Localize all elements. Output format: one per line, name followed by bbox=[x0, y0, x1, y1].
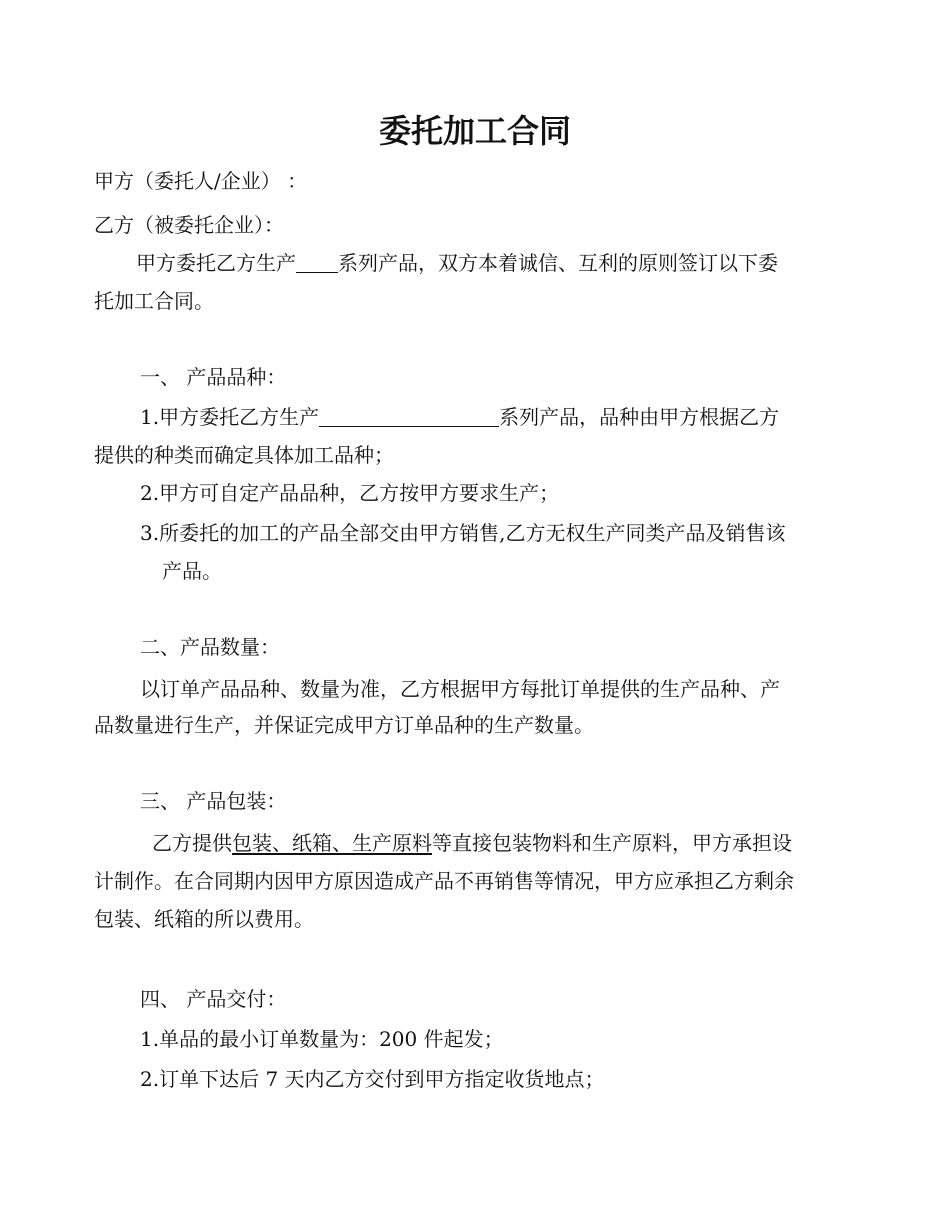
section1-item2: 2.甲方可自定产品品种，乙方按甲方要求生产； bbox=[140, 481, 560, 505]
section3-text-post: 等直接包装物料和生产原料，甲方承担设 bbox=[432, 831, 792, 855]
party-b-line: 乙方（被委托企业）： bbox=[94, 213, 284, 237]
section1-item1-line2: 提供的种类而确定具体加工品种； bbox=[94, 443, 394, 467]
document-title: 委托加工合同 bbox=[378, 112, 571, 150]
section1-item3-line2: 产品。 bbox=[162, 559, 222, 583]
intro-text-after-blank: 系列产品，双方本着诚信、互利的原则签订以下委 bbox=[338, 251, 778, 275]
section3-line3: 包装、纸箱的所以费用。 bbox=[94, 907, 314, 931]
section1-item1-line1 bbox=[140, 403, 779, 431]
packaging-materials-underlined: 包装、纸箱、生产原料 bbox=[232, 831, 432, 855]
intro-text-before-blank: 甲方委托乙方生产 bbox=[136, 251, 296, 275]
section3-text-pre: 乙方提供 bbox=[152, 831, 232, 855]
section3-heading: 三、 产品包装： bbox=[140, 789, 287, 813]
item1-text-before-blank: 1.甲方委托乙方生产 bbox=[140, 405, 320, 429]
product-name-blank bbox=[319, 404, 499, 427]
section4-item2: 2.订单下达后 7 天内乙方交付到甲方指定收货地点； bbox=[140, 1067, 605, 1091]
product-series-blank bbox=[296, 250, 338, 273]
section4-item1: 1.单品的最小订单数量为：200 件起发； bbox=[140, 1027, 504, 1051]
section2-line2: 品数量进行生产，并保证完成甲方订单品种的生产数量。 bbox=[94, 713, 594, 737]
section4-heading: 四、 产品交付： bbox=[140, 987, 287, 1011]
intro-paragraph-line1 bbox=[136, 249, 778, 277]
section3-line1 bbox=[152, 829, 792, 857]
intro-paragraph-line2: 托加工合同。 bbox=[94, 289, 214, 313]
section1-heading: 一、 产品品种： bbox=[140, 365, 287, 389]
party-a-line: 甲方（委托人/企业） ： bbox=[94, 169, 308, 193]
item1-text-after-blank: 系列产品，品种由甲方根据乙方 bbox=[499, 405, 780, 429]
section3-line2: 计制作。在合同期内因甲方原因造成产品不再销售等情况，甲方应承担乙方剩余 bbox=[94, 869, 794, 893]
section2-line1: 以订单产品品种、数量为准，乙方根据甲方每批订单提供的生产品种、产 bbox=[140, 677, 780, 701]
section2-heading: 二、产品数量： bbox=[140, 635, 280, 659]
section1-item3-line1: 3.所委托的加工的产品全部交由甲方销售,乙方无权生产同类产品及销售该 bbox=[140, 521, 786, 545]
